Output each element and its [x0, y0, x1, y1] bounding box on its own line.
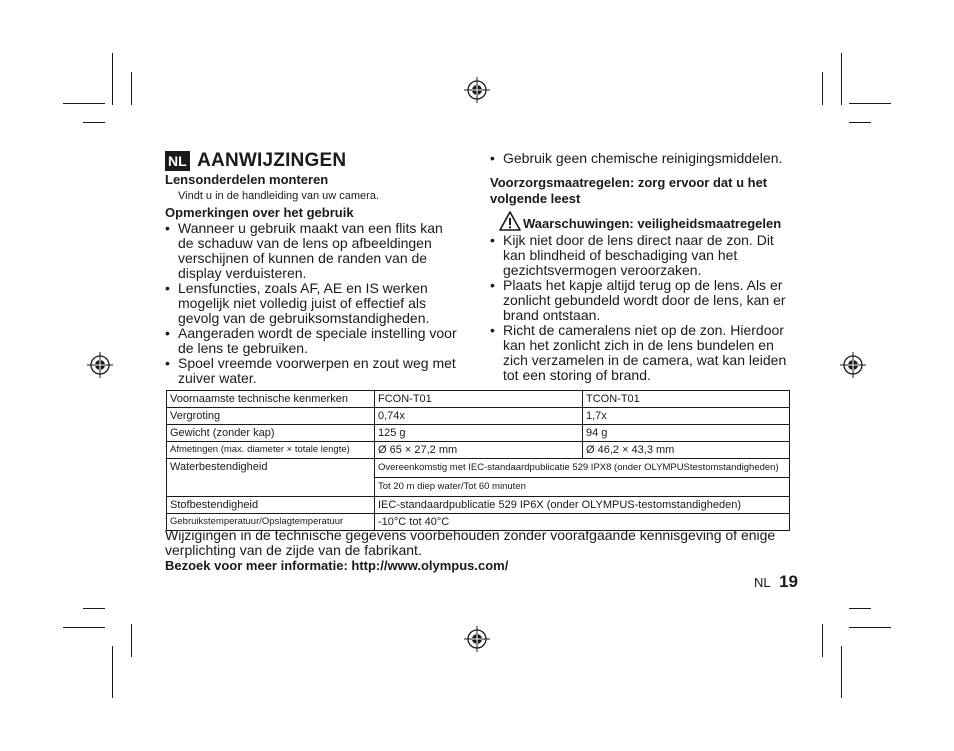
table-cell: Ø 46,2 × 43,3 mm	[583, 442, 790, 459]
table-cell: Gebruikstemperatuur/Opslagtemperatuur	[167, 514, 375, 531]
table-cell: FCON-T01	[375, 391, 583, 408]
footer-visit: Bezoek voor meer informatie: http://www.olympus.com/	[165, 558, 509, 573]
page-title: AANWIJZINGEN	[197, 150, 347, 171]
table-row	[167, 425, 790, 442]
usage-list	[165, 221, 457, 386]
registration-mark-icon	[464, 77, 490, 103]
table-cell: 125 g	[375, 425, 583, 442]
section-heading-mounting: Lensonderdelen monteren	[165, 172, 329, 187]
section-heading-usage: Opmerkingen over het gebruik	[165, 205, 354, 220]
list-item: • Richt de cameralens niet op de zon. Hierdoor kan het zonlicht zich in de lens bundelen en zich verzamelen in de camera, wat kan leiden tot een storing of brand.	[490, 323, 790, 383]
table-cell: -10°C tot 40°C	[375, 514, 790, 531]
table-cell: Stofbestendigheid	[167, 497, 375, 514]
left-column	[165, 172, 457, 386]
registration-mark-icon	[840, 352, 866, 378]
water-spec-line2: Tot 20 m diep water/Tot 60 minuten	[378, 481, 526, 492]
table-cell: Afmetingen (max. diameter × totale lengte)	[167, 442, 375, 459]
table-cell: 0,74x	[375, 408, 583, 425]
page-lang: NL	[754, 575, 771, 590]
table-row	[167, 391, 790, 408]
mounting-note: Vindt u in de handleiding van uw camera.	[178, 190, 379, 202]
warning-heading: Waarschuwingen: veiligheidsmaatregelen	[523, 216, 782, 231]
table-cell: Gewicht (zonder kap)	[167, 425, 375, 442]
cleaning-list	[490, 151, 790, 166]
table-cell: 94 g	[583, 425, 790, 442]
table-row	[167, 459, 790, 497]
page-title-row	[165, 150, 346, 172]
water-spec-line1: Overeenkomstig met IEC-standaardpublicatie 529 IPX8 (onder OLYMPUStestomstandigheden)	[375, 459, 789, 478]
table-cell	[375, 459, 790, 497]
language-badge: NL	[165, 151, 190, 171]
table-cell: 1,7x	[583, 408, 790, 425]
table-cell: IEC-standaardpublicatie 529 IP6X (onder OLYMPUS-testomstandigheden)	[375, 497, 790, 514]
warning-triangle-icon	[499, 211, 521, 231]
registration-mark-icon	[464, 626, 490, 652]
table-row	[167, 442, 790, 459]
page-number: 19	[779, 572, 798, 591]
table-row	[167, 497, 790, 514]
table-cell: Ø 65 × 27,2 mm	[375, 442, 583, 459]
precautions-heading: Voorzorgsmaatregelen: zorg ervoor dat u het volgende leest	[490, 175, 768, 206]
spec-table	[166, 390, 790, 531]
table-cell: TCON-T01	[583, 391, 790, 408]
table-row	[167, 408, 790, 425]
warning-heading-row	[490, 213, 790, 233]
right-column	[490, 151, 790, 383]
list-item: • Plaats het kapje altijd terug op de lens. Als er zonlicht gebundeld wordt door de lens, kan er brand ontstaan.	[490, 278, 790, 323]
table-cell: Voornaamste technische kenmerken	[167, 391, 375, 408]
warning-list	[490, 233, 790, 383]
list-item: • Gebruik geen chemische reinigingsmiddelen.	[490, 151, 790, 166]
registration-mark-icon	[87, 352, 113, 378]
page-number-block	[754, 572, 798, 592]
list-item: • Aangeraden wordt de speciale instelling voor de lens te gebruiken.	[165, 326, 457, 356]
table-cell: Waterbestendigheid	[167, 459, 375, 497]
list-item: • Spoel vreemde voorwerpen en zout weg met zuiver water.	[165, 356, 457, 386]
list-item: • Kijk niet door de lens direct naar de zon. Dit kan blindheid of beschadiging van het gezichtsvermogen veroorzaken.	[490, 233, 790, 278]
list-item: • Wanneer u gebruik maakt van een flits kan de schaduw van de lens op afbeeldingen verschijnen of kunnen de randen van de display verduisteren.	[165, 221, 457, 281]
footer-notice: Wijzigingen in de technische gegevens voorbehouden zonder voorafgaande kennisgeving of enige verplichting van de zijde van de fabrikant.	[165, 527, 776, 558]
list-item: • Lensfuncties, zoals AF, AE en IS werken mogelijk niet volledig juist of effectief als gevolg van de gebruiksomstandigheden.	[165, 281, 457, 326]
table-cell: Vergroting	[167, 408, 375, 425]
